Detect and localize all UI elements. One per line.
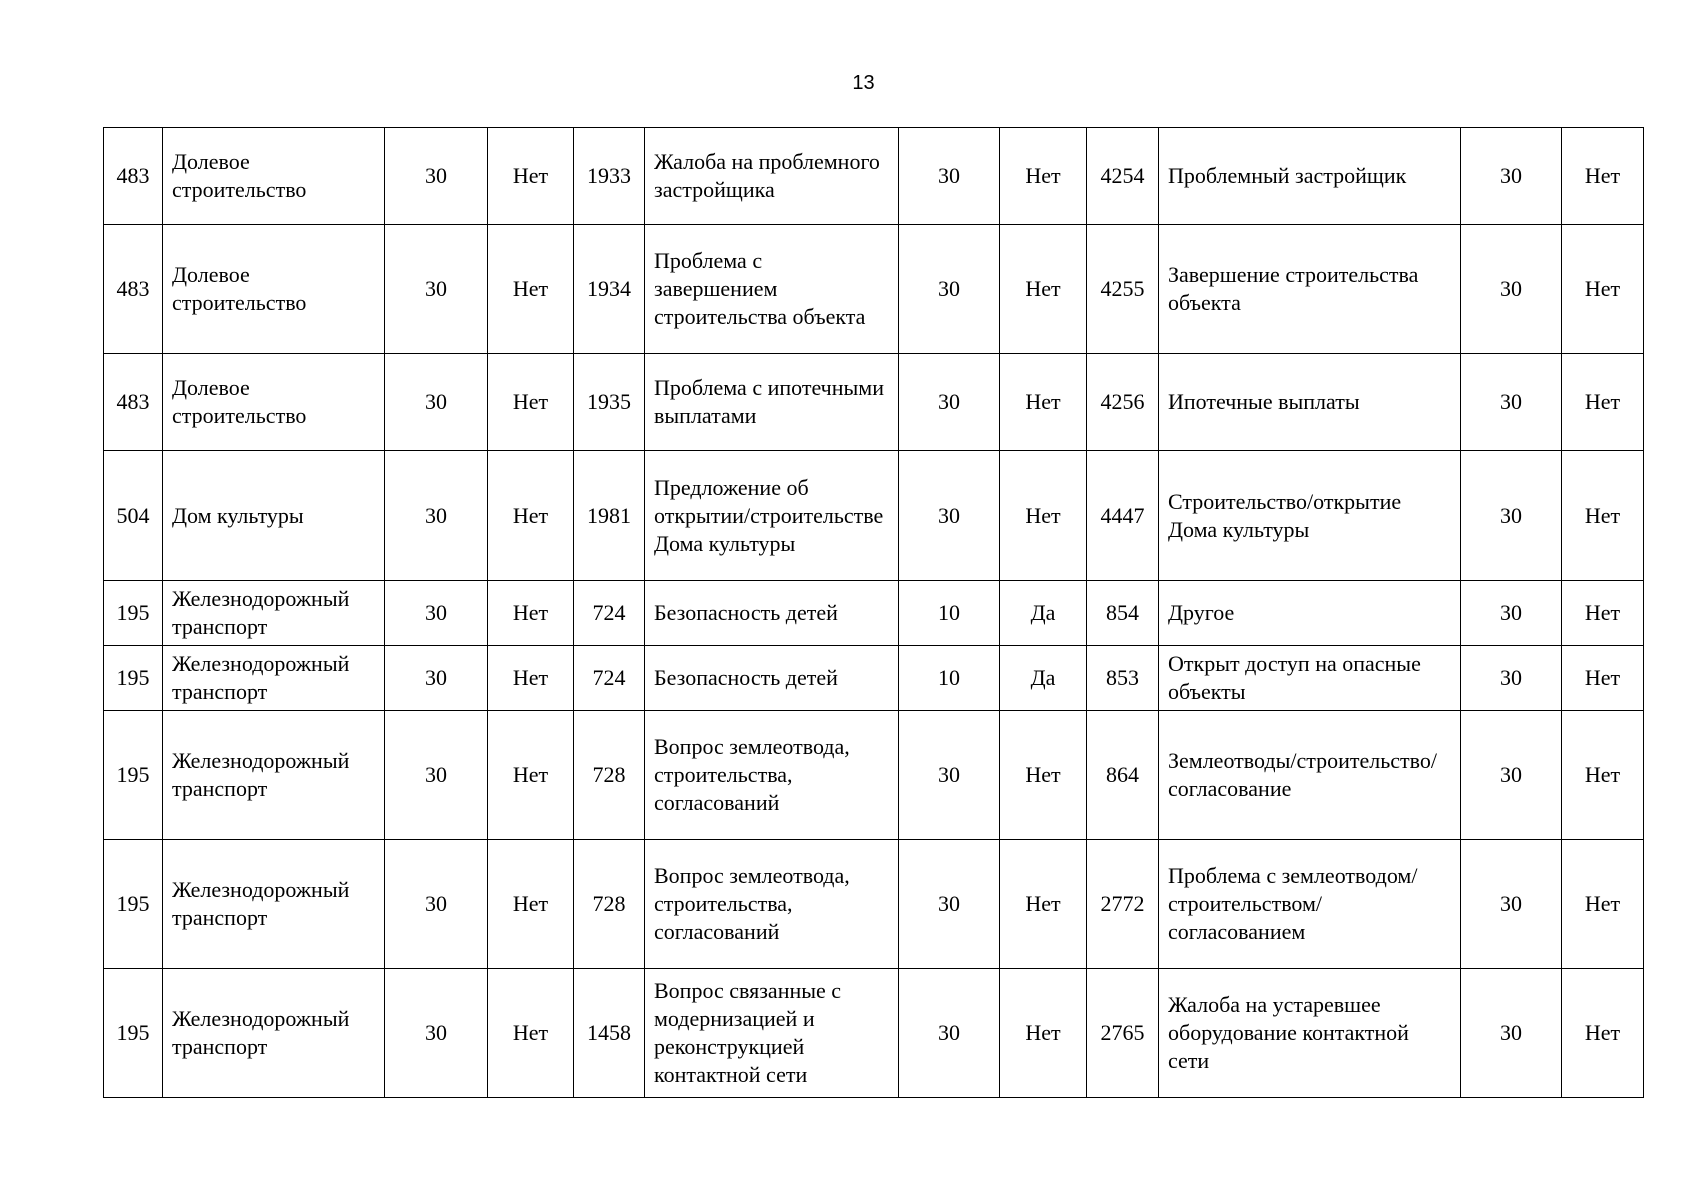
subtheme-term-cell: 10 xyxy=(899,646,1000,711)
issue-flag-cell: Нет xyxy=(1562,451,1644,581)
theme-flag-cell: Нет xyxy=(488,711,574,840)
theme-flag-cell: Нет xyxy=(488,451,574,581)
table-row xyxy=(104,451,1644,581)
issue-code-cell: 4256 xyxy=(1087,354,1159,451)
table-row xyxy=(104,969,1644,1098)
issue-code-cell: 864 xyxy=(1087,711,1159,840)
subtheme-name-cell: Вопрос землеотвода, строительства, согласований xyxy=(645,840,899,969)
issue-name-cell: Открыт доступ на опасные объекты xyxy=(1159,646,1461,711)
table-row xyxy=(104,581,1644,646)
theme-term-cell: 30 xyxy=(385,711,488,840)
subtheme-flag-cell: Нет xyxy=(1000,451,1087,581)
subtheme-name-cell: Проблема с завершением строительства объекта xyxy=(645,225,899,354)
theme-name-cell: Железнодорожный транспорт xyxy=(163,581,385,646)
issue-flag-cell: Нет xyxy=(1562,581,1644,646)
issue-flag-cell: Нет xyxy=(1562,354,1644,451)
issue-term-cell: 30 xyxy=(1461,581,1562,646)
subtheme-flag-cell: Нет xyxy=(1000,711,1087,840)
subtheme-flag-cell: Нет xyxy=(1000,969,1087,1098)
theme-flag-cell: Нет xyxy=(488,840,574,969)
subtheme-code-cell: 724 xyxy=(574,646,645,711)
table-row xyxy=(104,646,1644,711)
issue-term-cell: 30 xyxy=(1461,646,1562,711)
subtheme-flag-cell: Нет xyxy=(1000,354,1087,451)
subtheme-term-cell: 10 xyxy=(899,581,1000,646)
issue-name-cell: Проблемный застройщик xyxy=(1159,128,1461,225)
subtheme-code-cell: 1933 xyxy=(574,128,645,225)
issue-flag-cell: Нет xyxy=(1562,646,1644,711)
subtheme-name-cell: Проблема с ипотечными выплатами xyxy=(645,354,899,451)
theme-term-cell: 30 xyxy=(385,354,488,451)
subtheme-code-cell: 1981 xyxy=(574,451,645,581)
subtheme-term-cell: 30 xyxy=(899,128,1000,225)
classifier-table xyxy=(103,127,1644,1098)
issue-term-cell: 30 xyxy=(1461,451,1562,581)
subtheme-name-cell: Жалоба на проблемного застройщика xyxy=(645,128,899,225)
subtheme-term-cell: 30 xyxy=(899,354,1000,451)
issue-flag-cell: Нет xyxy=(1562,711,1644,840)
theme-name-cell: Долевое строительство xyxy=(163,128,385,225)
theme-term-cell: 30 xyxy=(385,128,488,225)
subtheme-term-cell: 30 xyxy=(899,225,1000,354)
theme-flag-cell: Нет xyxy=(488,128,574,225)
theme-term-cell: 30 xyxy=(385,840,488,969)
issue-code-cell: 2772 xyxy=(1087,840,1159,969)
table-row xyxy=(104,128,1644,225)
issue-name-cell: Другое xyxy=(1159,581,1461,646)
subtheme-name-cell: Безопасность детей xyxy=(645,646,899,711)
issue-term-cell: 30 xyxy=(1461,354,1562,451)
subtheme-code-cell: 728 xyxy=(574,840,645,969)
theme-code-cell: 483 xyxy=(104,225,163,354)
issue-term-cell: 30 xyxy=(1461,969,1562,1098)
issue-name-cell: Жалоба на устаревшее оборудование контактной сети xyxy=(1159,969,1461,1098)
theme-name-cell: Железнодорожный транспорт xyxy=(163,646,385,711)
subtheme-code-cell: 1458 xyxy=(574,969,645,1098)
theme-term-cell: 30 xyxy=(385,969,488,1098)
subtheme-term-cell: 30 xyxy=(899,840,1000,969)
issue-flag-cell: Нет xyxy=(1562,128,1644,225)
issue-term-cell: 30 xyxy=(1461,711,1562,840)
theme-name-cell: Железнодорожный транспорт xyxy=(163,711,385,840)
theme-code-cell: 195 xyxy=(104,840,163,969)
subtheme-flag-cell: Да xyxy=(1000,581,1087,646)
theme-code-cell: 504 xyxy=(104,451,163,581)
theme-name-cell: Железнодорожный транспорт xyxy=(163,969,385,1098)
issue-flag-cell: Нет xyxy=(1562,225,1644,354)
issue-term-cell: 30 xyxy=(1461,128,1562,225)
theme-term-cell: 30 xyxy=(385,646,488,711)
table-row xyxy=(104,840,1644,969)
issue-flag-cell: Нет xyxy=(1562,969,1644,1098)
issue-term-cell: 30 xyxy=(1461,225,1562,354)
theme-flag-cell: Нет xyxy=(488,354,574,451)
subtheme-code-cell: 724 xyxy=(574,581,645,646)
issue-code-cell: 854 xyxy=(1087,581,1159,646)
subtheme-name-cell: Вопрос связанные с модернизацией и реконструкцией контактной сети xyxy=(645,969,899,1098)
issue-code-cell: 2765 xyxy=(1087,969,1159,1098)
theme-name-cell: Дом культуры xyxy=(163,451,385,581)
subtheme-code-cell: 1934 xyxy=(574,225,645,354)
issue-term-cell: 30 xyxy=(1461,840,1562,969)
table-body xyxy=(104,128,1644,1098)
table-row xyxy=(104,354,1644,451)
issue-code-cell: 4447 xyxy=(1087,451,1159,581)
table-row xyxy=(104,225,1644,354)
theme-code-cell: 195 xyxy=(104,711,163,840)
subtheme-term-cell: 30 xyxy=(899,969,1000,1098)
subtheme-flag-cell: Нет xyxy=(1000,128,1087,225)
theme-term-cell: 30 xyxy=(385,451,488,581)
subtheme-name-cell: Безопасность детей xyxy=(645,581,899,646)
subtheme-term-cell: 30 xyxy=(899,711,1000,840)
theme-name-cell: Долевое строительство xyxy=(163,354,385,451)
theme-name-cell: Железнодорожный транспорт xyxy=(163,840,385,969)
issue-name-cell: Землеотводы/строительство/согласование xyxy=(1159,711,1461,840)
issue-name-cell: Ипотечные выплаты xyxy=(1159,354,1461,451)
page-number: 13 xyxy=(852,72,875,94)
issue-code-cell: 4254 xyxy=(1087,128,1159,225)
theme-code-cell: 195 xyxy=(104,969,163,1098)
subtheme-name-cell: Вопрос землеотвода, строительства, согласований xyxy=(645,711,899,840)
theme-code-cell: 483 xyxy=(104,128,163,225)
theme-code-cell: 195 xyxy=(104,646,163,711)
issue-code-cell: 4255 xyxy=(1087,225,1159,354)
subtheme-code-cell: 1935 xyxy=(574,354,645,451)
subtheme-flag-cell: Нет xyxy=(1000,840,1087,969)
subtheme-flag-cell: Нет xyxy=(1000,225,1087,354)
issue-code-cell: 853 xyxy=(1087,646,1159,711)
issue-name-cell: Проблема с землеотводом/строительством/согласованием xyxy=(1159,840,1461,969)
theme-name-cell: Долевое строительство xyxy=(163,225,385,354)
theme-term-cell: 30 xyxy=(385,581,488,646)
subtheme-code-cell: 728 xyxy=(574,711,645,840)
subtheme-name-cell: Предложение об открытии/строительстве Дома культуры xyxy=(645,451,899,581)
theme-term-cell: 30 xyxy=(385,225,488,354)
theme-flag-cell: Нет xyxy=(488,646,574,711)
theme-code-cell: 483 xyxy=(104,354,163,451)
issue-name-cell: Завершение строительства объекта xyxy=(1159,225,1461,354)
theme-flag-cell: Нет xyxy=(488,581,574,646)
table-row xyxy=(104,711,1644,840)
issue-flag-cell: Нет xyxy=(1562,840,1644,969)
issue-name-cell: Строительство/открытие Дома культуры xyxy=(1159,451,1461,581)
theme-code-cell: 195 xyxy=(104,581,163,646)
theme-flag-cell: Нет xyxy=(488,225,574,354)
subtheme-term-cell: 30 xyxy=(899,451,1000,581)
theme-flag-cell: Нет xyxy=(488,969,574,1098)
subtheme-flag-cell: Да xyxy=(1000,646,1087,711)
